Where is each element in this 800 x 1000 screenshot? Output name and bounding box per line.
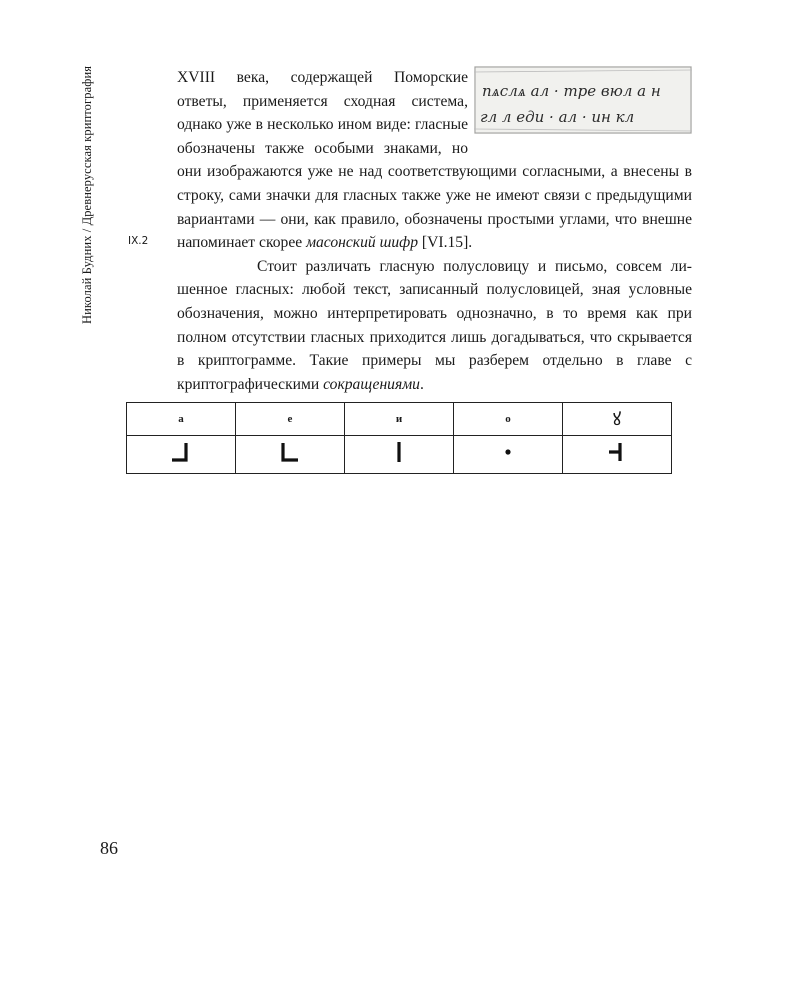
- dot-glyph-icon: [496, 440, 520, 464]
- paragraph-2: [177, 255, 692, 397]
- running-head-text: Николай Будних / Древнерусская криптография: [80, 65, 94, 324]
- vertical-bar-glyph-icon: [387, 440, 411, 464]
- t-left-glyph-icon: [605, 440, 629, 464]
- letter-cell: ꙋ: [563, 403, 672, 436]
- glyph-cell: [345, 436, 454, 474]
- manuscript-image: [474, 66, 692, 134]
- corner-left-glyph-icon: [278, 440, 302, 464]
- letter-cell: е: [236, 403, 345, 436]
- cipher-table-glyphs-row: [127, 436, 672, 474]
- glyph-cell: [127, 436, 236, 474]
- paragraph-2-text: Стоит различать гласную полусловицу и письмо, совсем лишенное гласных: любой текст, записанный полусловицей, зная условные обозначения, можно интерпретировать однозначно, в то время как при полном отсутствии гласных приходится лишь догадываться, что скрывается в криптограмме. Такие примеры мы разберем отдельно в главе с криптографическими: [177, 257, 692, 393]
- glyph-cell: [563, 436, 672, 474]
- letter-cell: о: [454, 403, 563, 436]
- paragraph-1-ref: [VI.15].: [418, 234, 473, 252]
- glyph-cell: [236, 436, 345, 474]
- corner-right-glyph-icon: [169, 440, 193, 464]
- paragraph-2-italic: сокращениями: [323, 375, 420, 393]
- cipher-table: [126, 402, 672, 473]
- running-head: [72, 66, 112, 326]
- section-marker: IX.2: [128, 235, 149, 247]
- glyph-cell: [454, 436, 563, 474]
- paragraph-1-text: XVIII века, содержащей Поморские ответы, применяется сходная система, однако уже в несколько ином виде: гласные обозначены также особыми знаками, но они изображаются уже не над соответствующими согласными, а внесены в строку, сами значки для гласных также уже не имеют связи с предыдущими вариантами — они, как правило, обозначены простыми углами, что внешне напоминает скорее: [177, 69, 692, 252]
- body-text: [177, 66, 692, 396]
- manuscript-line-1: пѧслѧ ал · тре вюл а н: [482, 82, 661, 100]
- letter-cell: а: [127, 403, 236, 436]
- paragraph-1-italic: масонский шифр: [306, 234, 419, 252]
- manuscript-line-2: гл л еди · ал · ин кл: [480, 108, 635, 126]
- cipher-table-letters-row: [127, 403, 672, 436]
- letter-cell: и: [345, 403, 454, 436]
- page-number: 86: [100, 838, 118, 858]
- paragraph-2-end: .: [419, 375, 424, 393]
